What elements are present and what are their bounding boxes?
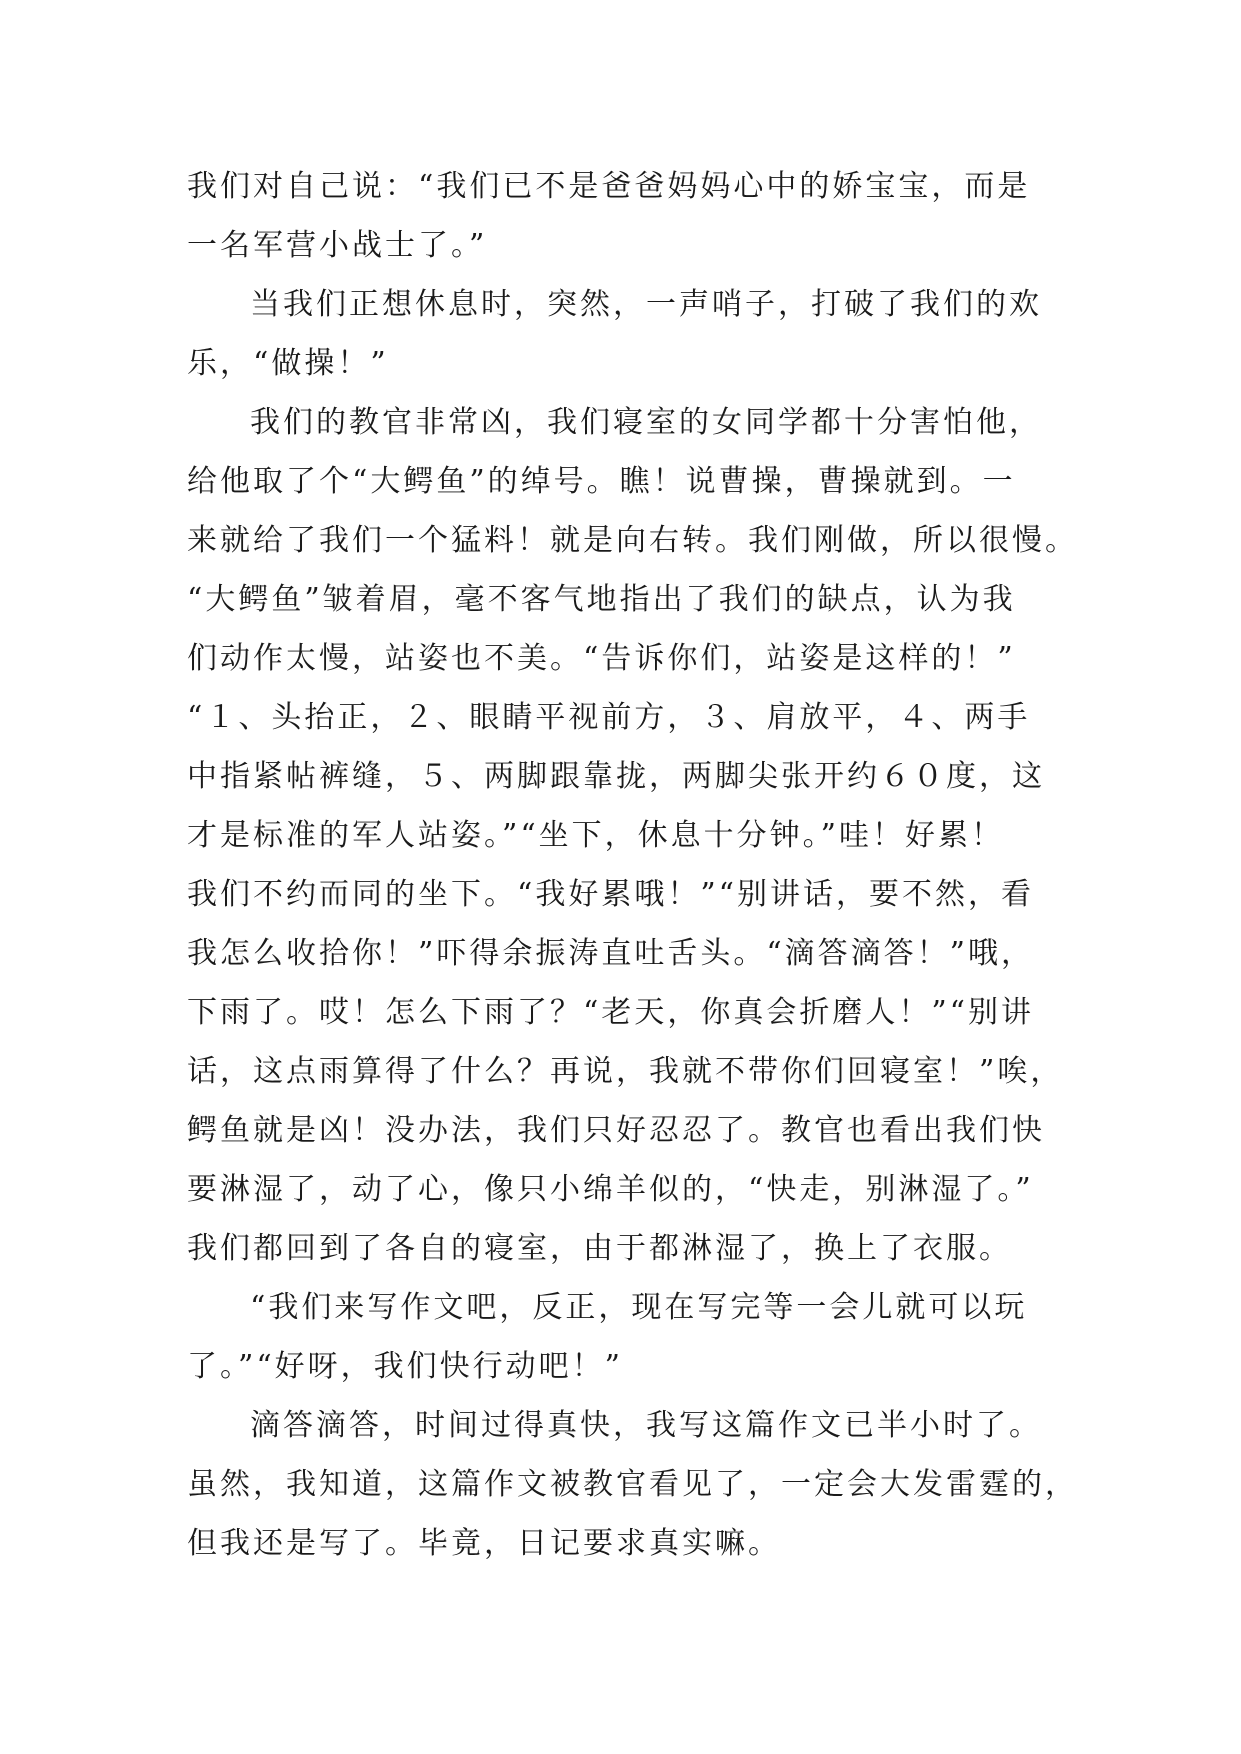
text-line: 中指紧帖裤缝，５、两脚跟靠拢，两脚尖张开约６０度，这 [187, 759, 1045, 794]
text-line: 给他取了个“大鳄鱼”的绰号。瞧！说曹操，曹操就到。一 [187, 464, 1016, 499]
text-line: 下雨了。哎！怎么下雨了？“老天，你真会折磨人！”“别讲 [187, 995, 1035, 1030]
body-text [187, 157, 1078, 1573]
paragraph-start-line: “我们来写作文吧，反正，现在写完等一会儿就可以玩 [250, 1290, 1028, 1325]
text-line: “１、头抬正，２、眼睛平视前方，３、肩放平，４、两手 [187, 700, 1031, 735]
text-line: 虽然，我知道，这篇作文被教官看见了，一定会大发雷霆的， [187, 1467, 1078, 1502]
text-line: 我们都回到了各自的寝室，由于都淋湿了，换上了衣服。 [187, 1231, 1012, 1266]
text-line: 鳄鱼就是凶！没办法，我们只好忍忍了。教官也看出我们快 [187, 1113, 1045, 1148]
text-line: 乐，“做操！” [187, 346, 389, 381]
text-line: 我们对自己说：“我们已不是爸爸妈妈心中的娇宝宝，而是 [187, 169, 1031, 204]
text-line: 了。”“好呀，我们快行动吧！” [187, 1349, 624, 1384]
text-line: 一名军营小战士了。” [187, 228, 488, 263]
text-line: 我怎么收拾你！”吓得余振涛直吐舌头。“滴答滴答！”哦， [187, 936, 1035, 971]
text-line: 话，这点雨算得了什么？再说，我就不带你们回寝室！”唉， [187, 1054, 1064, 1089]
text-line: 来就给了我们一个猛料！就是向右转。我们刚做，所以很慢。 [187, 523, 1078, 558]
text-line: 我们不约而同的坐下。“我好累哦！”“别讲话，要不然，看 [187, 877, 1035, 912]
text-line: 们动作太慢，站姿也不美。“告诉你们，站姿是这样的！” [187, 641, 1016, 676]
text-line: 才是标准的军人站姿。”“坐下，休息十分钟。”哇！好累！ [187, 818, 1005, 853]
text-line: “大鳄鱼”皱着眉，毫不客气地指出了我们的缺点，认为我 [187, 582, 1016, 617]
text-line: 但我还是写了。毕竟，日记要求真实嘛。 [187, 1526, 781, 1561]
paragraph-start-line: 我们的教官非常凶，我们寝室的女同学都十分害怕他， [250, 405, 1042, 440]
paragraph-start-line: 滴答滴答，时间过得真快，我写这篇作文已半小时了。 [250, 1408, 1042, 1443]
paragraph-start-line: 当我们正想休息时，突然，一声哨子，打破了我们的欢 [250, 287, 1042, 322]
text-line: 要淋湿了，动了心，像只小绵羊似的，“快走，别淋湿了。” [187, 1172, 1034, 1207]
